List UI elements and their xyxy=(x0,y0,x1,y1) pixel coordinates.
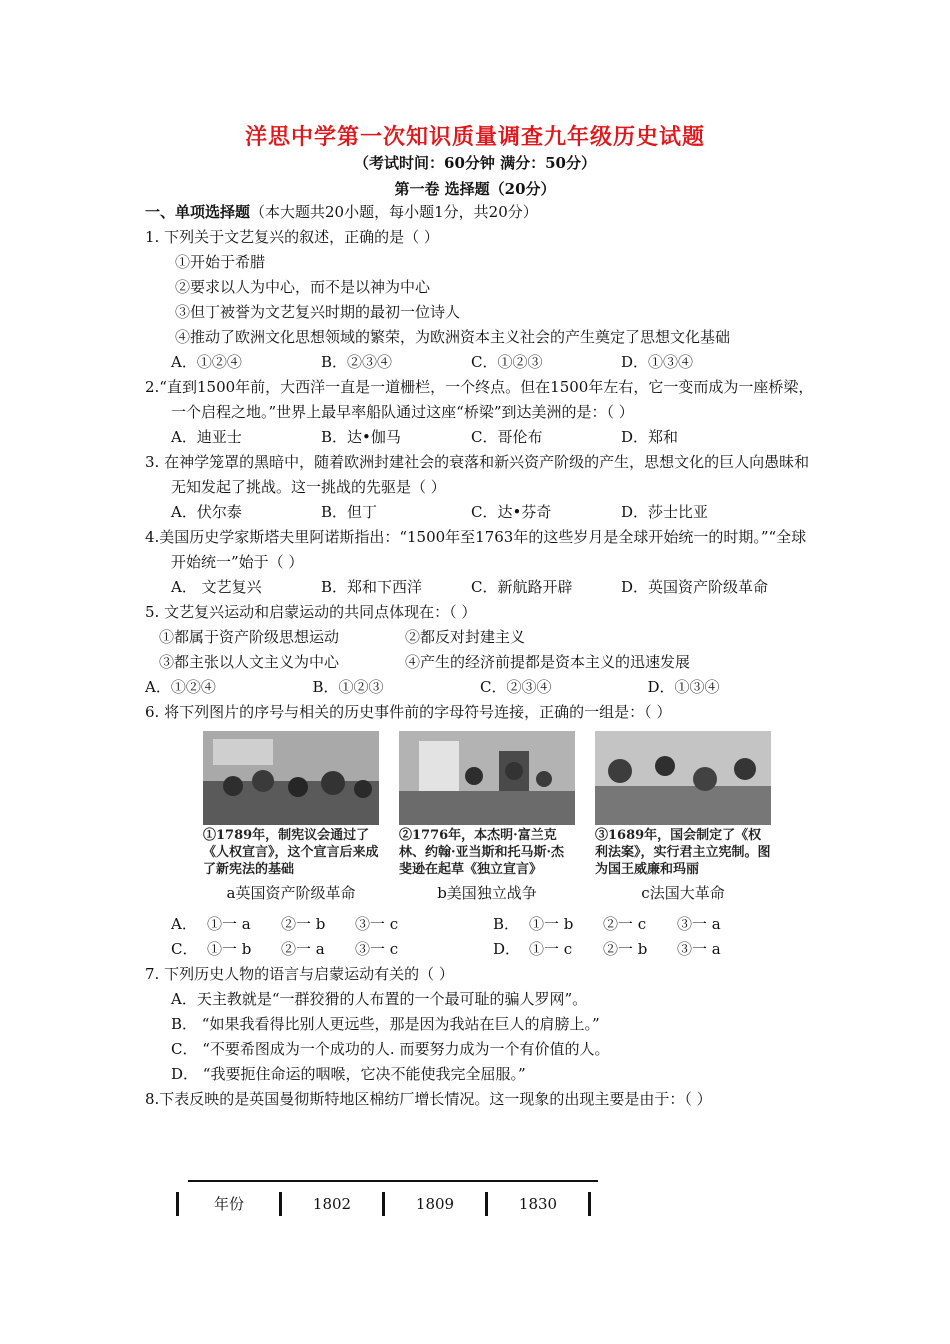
table-header-cell: 1830 xyxy=(485,1192,591,1216)
q4-option-c[interactable]: C．新航路开辟 xyxy=(471,578,573,596)
part-heading-bold: 一、单项选择题 xyxy=(145,203,251,221)
q1-item: ②要求以人为中心，而不是以神为中心 xyxy=(175,278,431,296)
q5-item: ②都反对封建主义 xyxy=(405,628,526,646)
part-heading xyxy=(145,200,815,225)
q4-option-d[interactable]: D．英国资产阶级革命 xyxy=(621,578,769,596)
q3-stem: 3. 在神学笼罩的黑暗中，随着欧洲封建社会的衰落和新兴资产阶级的产生，思想文化的巨人向愚昧和无知发起了挑战。这一挑战的先驱是（ ） xyxy=(145,453,810,496)
q6-option-pair: ②一 c xyxy=(603,915,647,933)
q5-option-c[interactable]: C．②③④ xyxy=(480,678,552,696)
table-header-row xyxy=(176,1192,600,1216)
q3-options xyxy=(145,500,815,525)
exam-title: 洋思中学第一次知识质量调查九年级历史试题 xyxy=(244,124,705,150)
q5-item: ④产生的经济前提都是资本主义的迅速发展 xyxy=(405,653,691,671)
q7-option-a[interactable]: A．天主教就是“一群狡猾的人布置的一个最可耻的骗人罗网”。 xyxy=(171,990,588,1008)
q6-picture-1 xyxy=(203,731,379,906)
q6-option-key: A． xyxy=(171,915,197,933)
q6-photo xyxy=(203,731,379,825)
q1-option-a[interactable]: A．①②④ xyxy=(171,353,242,371)
q2-option-d[interactable]: D．郑和 xyxy=(621,428,679,446)
q1-item: ③但丁被誉为文艺复兴时期的最初一位诗人 xyxy=(175,303,461,321)
q6-option-pair: ③一 c xyxy=(355,940,399,958)
q6-option-pair: ①一 a xyxy=(207,915,251,933)
q6-option-b[interactable] xyxy=(493,912,815,937)
q6-option-pair: ①一 b xyxy=(207,940,252,958)
q6-event-label: b美国独立战争 xyxy=(437,884,537,902)
q6-option-d[interactable] xyxy=(493,937,815,962)
q5-option-a[interactable]: A．①②④ xyxy=(145,678,216,696)
q6-picture-2 xyxy=(399,731,575,906)
q6-event-label: a英国资产阶级革命 xyxy=(226,884,356,902)
q4-stem: 4.美国历史学家斯塔夫里阿诺斯指出：“1500年至1763年的这些岁月是全球开始统一的时期。”“全球开始统一”始于（ ） xyxy=(145,528,807,571)
q6-photo xyxy=(399,731,575,825)
q6-option-pair: ②一 b xyxy=(281,915,326,933)
q6-option-key: D． xyxy=(493,940,521,958)
q1-options xyxy=(145,350,815,375)
q8-stem: 8.下表反映的是英国曼彻斯特地区棉纺厂增长情况。这一现象的出现主要是由于：（ ） xyxy=(145,1090,712,1108)
q5-item-row xyxy=(145,650,815,675)
photo-placeholder-icon xyxy=(595,731,771,825)
q1-option-d[interactable]: D．①③④ xyxy=(621,353,694,371)
q7-option-b[interactable]: B． “如果我看得比别人更远些，那是因为我站在巨人的肩膀上。” xyxy=(171,1015,600,1033)
q5-options xyxy=(145,675,815,700)
section-title: 第一卷 选择题（20分） xyxy=(394,180,556,198)
photo-placeholder-icon xyxy=(399,731,575,825)
q7-stem: 7. 下列历史人物的语言与启蒙运动有关的（ ） xyxy=(145,965,454,983)
q1-stem: 1. 下列关于文艺复兴的叙述，正确的是（ ） xyxy=(145,228,439,246)
q6-stem: 6. 将下列图片的序号与相关的历史事件前的字母符号连接，正确的一组是：（ ） xyxy=(145,703,672,721)
q6-photo xyxy=(595,731,771,825)
q6-event-label: c法国大革命 xyxy=(641,884,725,902)
q5-stem: 5. 文艺复兴运动和启蒙运动的共同点体现在：（ ） xyxy=(145,603,477,621)
q7-option-c[interactable]: C． “不要希图成为一个成功的人. 而要努力成为一个有价值的人。 xyxy=(171,1040,610,1058)
q7-option-d[interactable]: D． “我要扼住命运的咽喉，它决不能使我完全屈服。” xyxy=(171,1065,526,1083)
q1-item: ①开始于希腊 xyxy=(175,253,266,271)
q6-options-row xyxy=(145,937,815,962)
q6-option-key: C． xyxy=(171,940,198,958)
q3-option-a[interactable]: A．伏尔泰 xyxy=(171,503,242,521)
table-header-cell: 年份 xyxy=(176,1192,279,1216)
q6-option-pair: ③一 c xyxy=(355,915,399,933)
q5-item: ③都主张以人文主义为中心 xyxy=(159,653,340,671)
q2-options xyxy=(145,425,815,450)
q6-option-pair: ①一 b xyxy=(529,915,574,933)
q5-option-d[interactable]: D．①③④ xyxy=(647,678,720,696)
question-content xyxy=(145,200,815,1112)
q6-option-pair: ①一 c xyxy=(529,940,573,958)
q6-option-c[interactable] xyxy=(171,937,493,962)
q6-option-a[interactable] xyxy=(171,912,493,937)
q2-stem: 2.“直到1500年前，大西洋一直是一道栅栏，一个终点。但在1500年左右，它一变而成为一座桥梁，一个启程之地。”世界上最早率船队通过这座“桥梁”到达美洲的是：（ ） xyxy=(145,378,814,421)
q6-option-pair: ③一 a xyxy=(677,940,721,958)
q6-caption: ③1689年，国会制定了《权利法案》，实行君主立宪制。图为国王威廉和玛丽 xyxy=(595,828,771,877)
q6-picture-3 xyxy=(595,731,771,906)
table-header-cell: 1809 xyxy=(382,1192,485,1216)
q6-option-pair: ②一 b xyxy=(603,940,648,958)
q6-option-pair: ③一 a xyxy=(677,915,721,933)
q4-option-a[interactable]: A． 文艺复兴 xyxy=(171,578,262,596)
q6-caption: ①1789年，制宪议会通过了《人权宣言》，这个宣言后来成了新宪法的基础 xyxy=(203,828,379,877)
q4-options xyxy=(145,575,815,600)
q6-caption: ②1776年，本杰明·富兰克林、约翰·亚当斯和托马斯·杰斐逊在起草《独立宣言》 xyxy=(399,828,565,877)
table-top-rule xyxy=(188,1180,598,1182)
q1-option-c[interactable]: C．①②③ xyxy=(471,353,543,371)
q5-item-row xyxy=(145,625,815,650)
q4-option-b[interactable]: B．郑和下西洋 xyxy=(321,578,423,596)
q5-option-b[interactable]: B．①②③ xyxy=(312,678,384,696)
q6-options-row xyxy=(145,912,815,937)
q2-option-c[interactable]: C．哥伦布 xyxy=(471,428,543,446)
q2-option-b[interactable]: B．达•伽马 xyxy=(321,428,401,446)
q3-option-d[interactable]: D．莎士比亚 xyxy=(621,503,709,521)
table-header-cell: 1802 xyxy=(279,1192,382,1216)
q1-option-b[interactable]: B．②③④ xyxy=(321,353,393,371)
q2-option-a[interactable]: A．迪亚士 xyxy=(171,428,242,446)
part-heading-rest: （本大题共20小题，每小题1分，共20分） xyxy=(250,203,538,221)
q3-option-b[interactable]: B．但丁 xyxy=(321,503,378,521)
q3-option-c[interactable]: C．达•芬奇 xyxy=(471,503,552,521)
photo-placeholder-icon xyxy=(203,731,379,825)
exam-subtitle: （考试时间：60分钟 满分：50分） xyxy=(354,154,596,172)
q6-option-pair: ②一 a xyxy=(281,940,325,958)
q6-pictures xyxy=(145,731,815,906)
q5-item: ①都属于资产阶级思想运动 xyxy=(159,628,340,646)
q6-option-key: B． xyxy=(493,915,520,933)
q1-item: ④推动了欧洲文化思想领域的繁荣，为欧洲资本主义社会的产生奠定了思想文化基础 xyxy=(175,328,731,346)
